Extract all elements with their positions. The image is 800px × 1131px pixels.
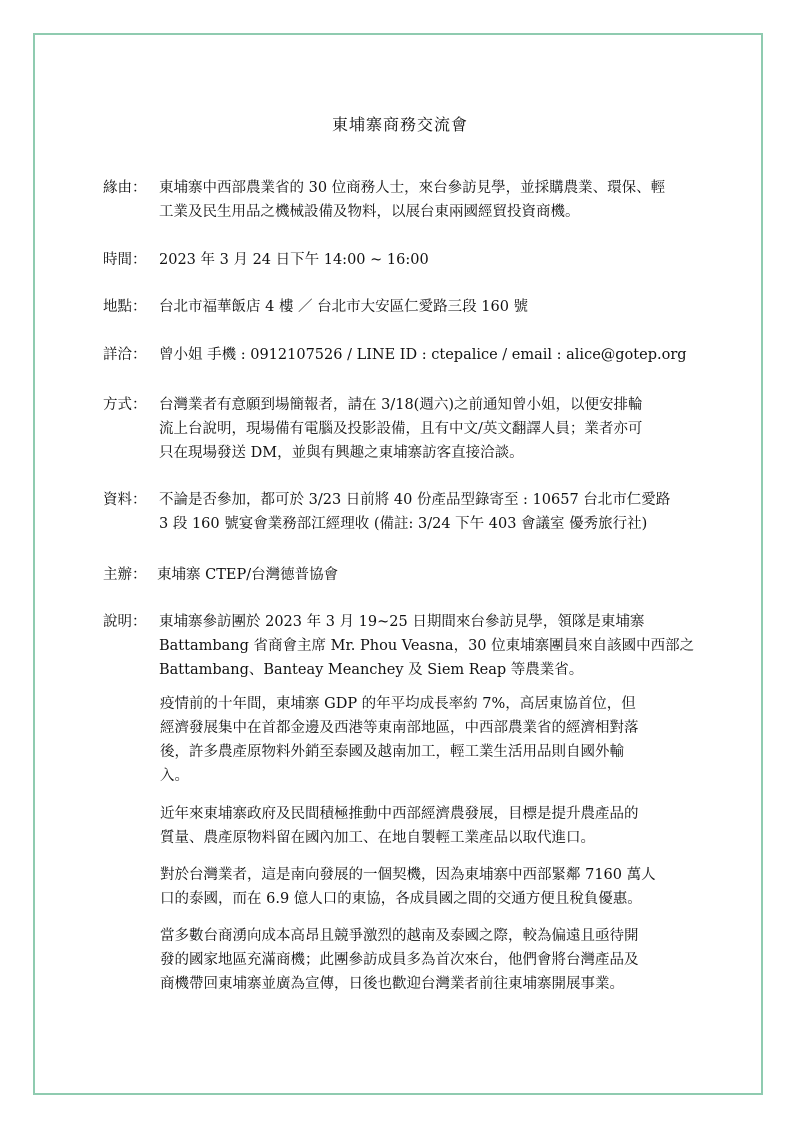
text-line: 後，許多農產原物料外銷至泰國及越南加工，輕工業生活用品則自國外輸 bbox=[160, 744, 624, 760]
section-content bbox=[159, 176, 723, 224]
section-materials bbox=[103, 488, 723, 536]
paragraph bbox=[160, 802, 720, 850]
section-content bbox=[159, 488, 723, 536]
text-line: 入。 bbox=[160, 768, 189, 784]
section-label: 資料： bbox=[103, 492, 147, 508]
section-content bbox=[159, 295, 723, 319]
paragraph bbox=[160, 692, 720, 788]
text-line: 東埔寨 CTEP/台灣德普協會 bbox=[157, 567, 339, 583]
text-line: 3 段 160 號宴會業務部江經理收 (備註: 3/24 下午 403 會議室 優秀旅行社) bbox=[159, 516, 648, 532]
section-contact bbox=[103, 343, 723, 367]
paragraph bbox=[160, 863, 720, 911]
section-explanation bbox=[103, 610, 723, 682]
section-label: 緣由： bbox=[103, 180, 147, 196]
text-line: 東埔寨參訪團於 2023 年 3 月 19~25 日期間來台參訪見學，領隊是東埔寨 bbox=[159, 614, 645, 630]
section-label: 說明： bbox=[103, 614, 147, 630]
text-line: 對於台灣業者，這是南向發展的一個契機，因為東埔寨中西部緊鄰 7160 萬人 bbox=[160, 867, 656, 883]
text-line: 發的國家地區充滿商機；此團參訪成員多為首次來台，他們會將台灣產品及 bbox=[160, 952, 639, 968]
section-organizer bbox=[103, 563, 723, 587]
text-line: 工業及民生用品之機械設備及物料，以展台東兩國經貿投資商機。 bbox=[159, 204, 580, 220]
section-label: 方式： bbox=[103, 397, 147, 413]
contact-line: 曾小姐 手機 : 0912107526 / LINE ID : ctepalice / email : alice@gotep.org bbox=[159, 347, 687, 363]
section-content bbox=[157, 563, 723, 587]
section-method bbox=[103, 393, 723, 465]
text-line: 2023 年 3 月 24 日下午 14:00 ~ 16:00 bbox=[159, 252, 429, 268]
section-label: 主辦： bbox=[103, 567, 147, 583]
section-time bbox=[103, 248, 723, 272]
text-line: 質量、農產原物料留在國內加工、在地自製輕工業產品以取代進口。 bbox=[160, 830, 595, 846]
text-line: 口的泰國，而在 6.9 億人口的東協，各成員國之間的交通方便且稅負優惠。 bbox=[160, 891, 642, 907]
paragraph bbox=[160, 924, 720, 996]
text-line: 東埔寨中西部農業省的 30 位商務人士，來台參訪見學，並採購農業、環保、輕 bbox=[159, 180, 666, 196]
text-line: Battambang、Banteay Meanchey 及 Siem Reap 等農業省。 bbox=[159, 662, 584, 678]
text-line: 商機帶回東埔寨並廣為宣傳，日後也歡迎台灣業者前往東埔寨開展事業。 bbox=[160, 976, 624, 992]
section-label: 地點： bbox=[103, 299, 147, 315]
section-content bbox=[159, 248, 723, 272]
text-line: 只在現場發送 DM，並與有興趣之東埔寨訪客直接洽談。 bbox=[159, 445, 524, 461]
text-line: 疫情前的十年間，東埔寨 GDP 的年平均成長率約 7%，高居東協首位，但 bbox=[160, 696, 636, 712]
section-content bbox=[159, 393, 723, 465]
document-title: 東埔寨商務交流會 bbox=[331, 115, 468, 134]
section-content bbox=[159, 610, 723, 682]
text-line: 當多數台商湧向成本高昂且競爭激烈的越南及泰國之際，較為偏遠且亟待開 bbox=[160, 928, 639, 944]
section-label: 時間： bbox=[103, 252, 147, 268]
text-line: 流上台說明，現場備有電腦及投影設備，且有中文/英文翻譯人員；業者亦可 bbox=[159, 421, 643, 437]
section-content bbox=[159, 343, 723, 367]
text-line: 經濟發展集中在首都金邊及西港等東南部地區，中西部農業省的經濟相對落 bbox=[160, 720, 639, 736]
text-line: Battambang 省商會主席 Mr. Phou Veasna，30 位東埔寨團員來自該國中西部之 bbox=[159, 638, 695, 654]
text-line: 台北市福華飯店 4 樓 ／ 台北市大安區仁愛路三段 160 號 bbox=[159, 299, 529, 315]
section-label: 詳洽： bbox=[103, 347, 147, 363]
text-line: 不論是否參加，都可於 3/23 日前將 40 份產品型錄寄至 : 10657 台北市仁愛路 bbox=[159, 492, 671, 508]
text-line: 近年來東埔寨政府及民間積極推動中西部經濟農發展，目標是提升農產品的 bbox=[160, 806, 639, 822]
section-location bbox=[103, 295, 723, 319]
section-reason bbox=[103, 176, 723, 224]
text-line: 台灣業者有意願到場簡報者，請在 3/18(週六)之前通知曾小姐，以便安排輪 bbox=[159, 397, 643, 413]
